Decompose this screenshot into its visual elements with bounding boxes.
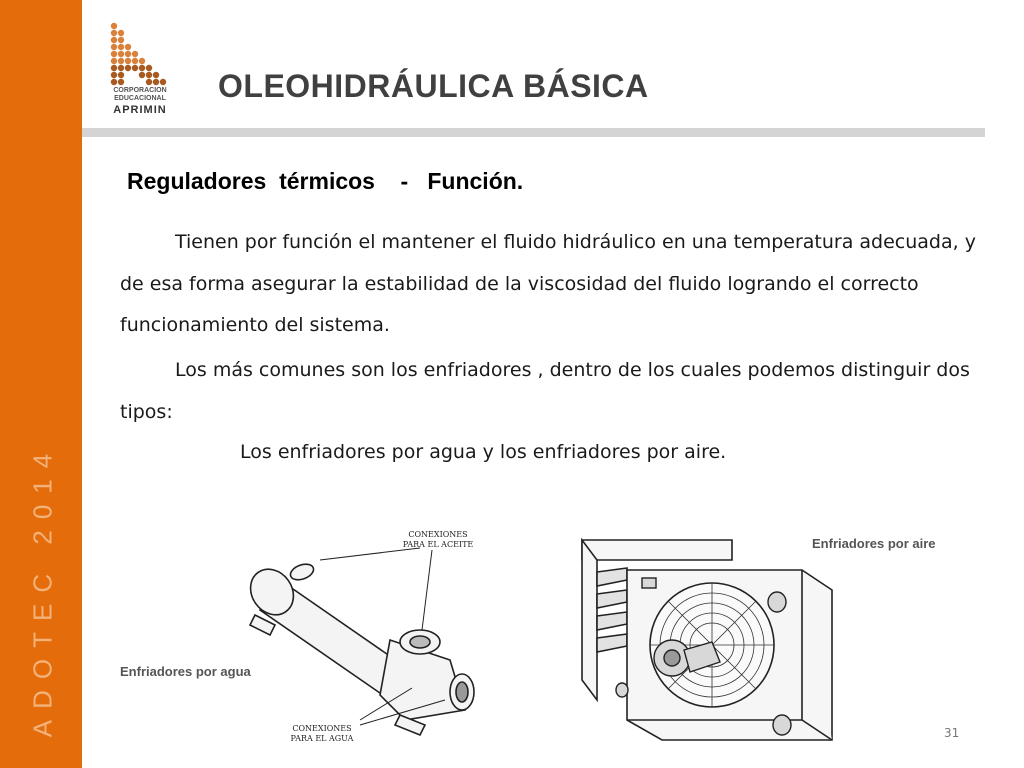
logo-line-1: CORPORACION — [113, 87, 167, 94]
water-cooler-illustration — [240, 520, 500, 750]
oil-callout-line-1: CONEXIONES — [408, 530, 468, 539]
body-paragraph-3: Los enfriadores por agua y los enfriadores por aire. — [240, 441, 727, 463]
section-subtitle: Reguladores térmicos - Función. — [127, 168, 524, 194]
water-callout-line-1: CONEXIONES — [292, 724, 352, 733]
sidebar-vertical-text: ADOTEC 2014 — [27, 442, 58, 738]
paragraph-2-text: Los más comunes son los enfriadores , dentro de los cuales podemos distinguir dos tipos: — [120, 359, 970, 423]
logo-line-2: EDUCACIONAL — [114, 95, 166, 102]
body-paragraph-1 — [120, 222, 980, 347]
header-divider — [82, 128, 985, 137]
logo-brand: APRIMIN — [113, 104, 167, 116]
oil-callout-line-2: PARA EL ACEITE — [402, 540, 474, 549]
page-number: 31 — [944, 726, 960, 740]
water-connections-callout — [272, 724, 372, 744]
sidebar-accent-bar — [0, 0, 82, 768]
oil-connections-callout — [388, 530, 488, 550]
water-callout-line-2: PARA EL AGUA — [290, 734, 354, 743]
air-cooler-illustration — [572, 530, 852, 752]
page-title: OLEOHIDRÁULICA BÁSICA — [218, 68, 649, 104]
air-cooler-caption: Enfriadores por aire — [812, 536, 936, 551]
water-cooler-caption: Enfriadores por agua — [120, 664, 251, 679]
body-paragraph-2 — [120, 350, 980, 433]
paragraph-1-text: Tienen por función el mantener el fluido hidráulico en una temperatura adecuada, y de esa forma asegurar la estabilidad de la viscosidad del fluido logrando el correcto funcionamiento del sistema. — [120, 231, 976, 336]
